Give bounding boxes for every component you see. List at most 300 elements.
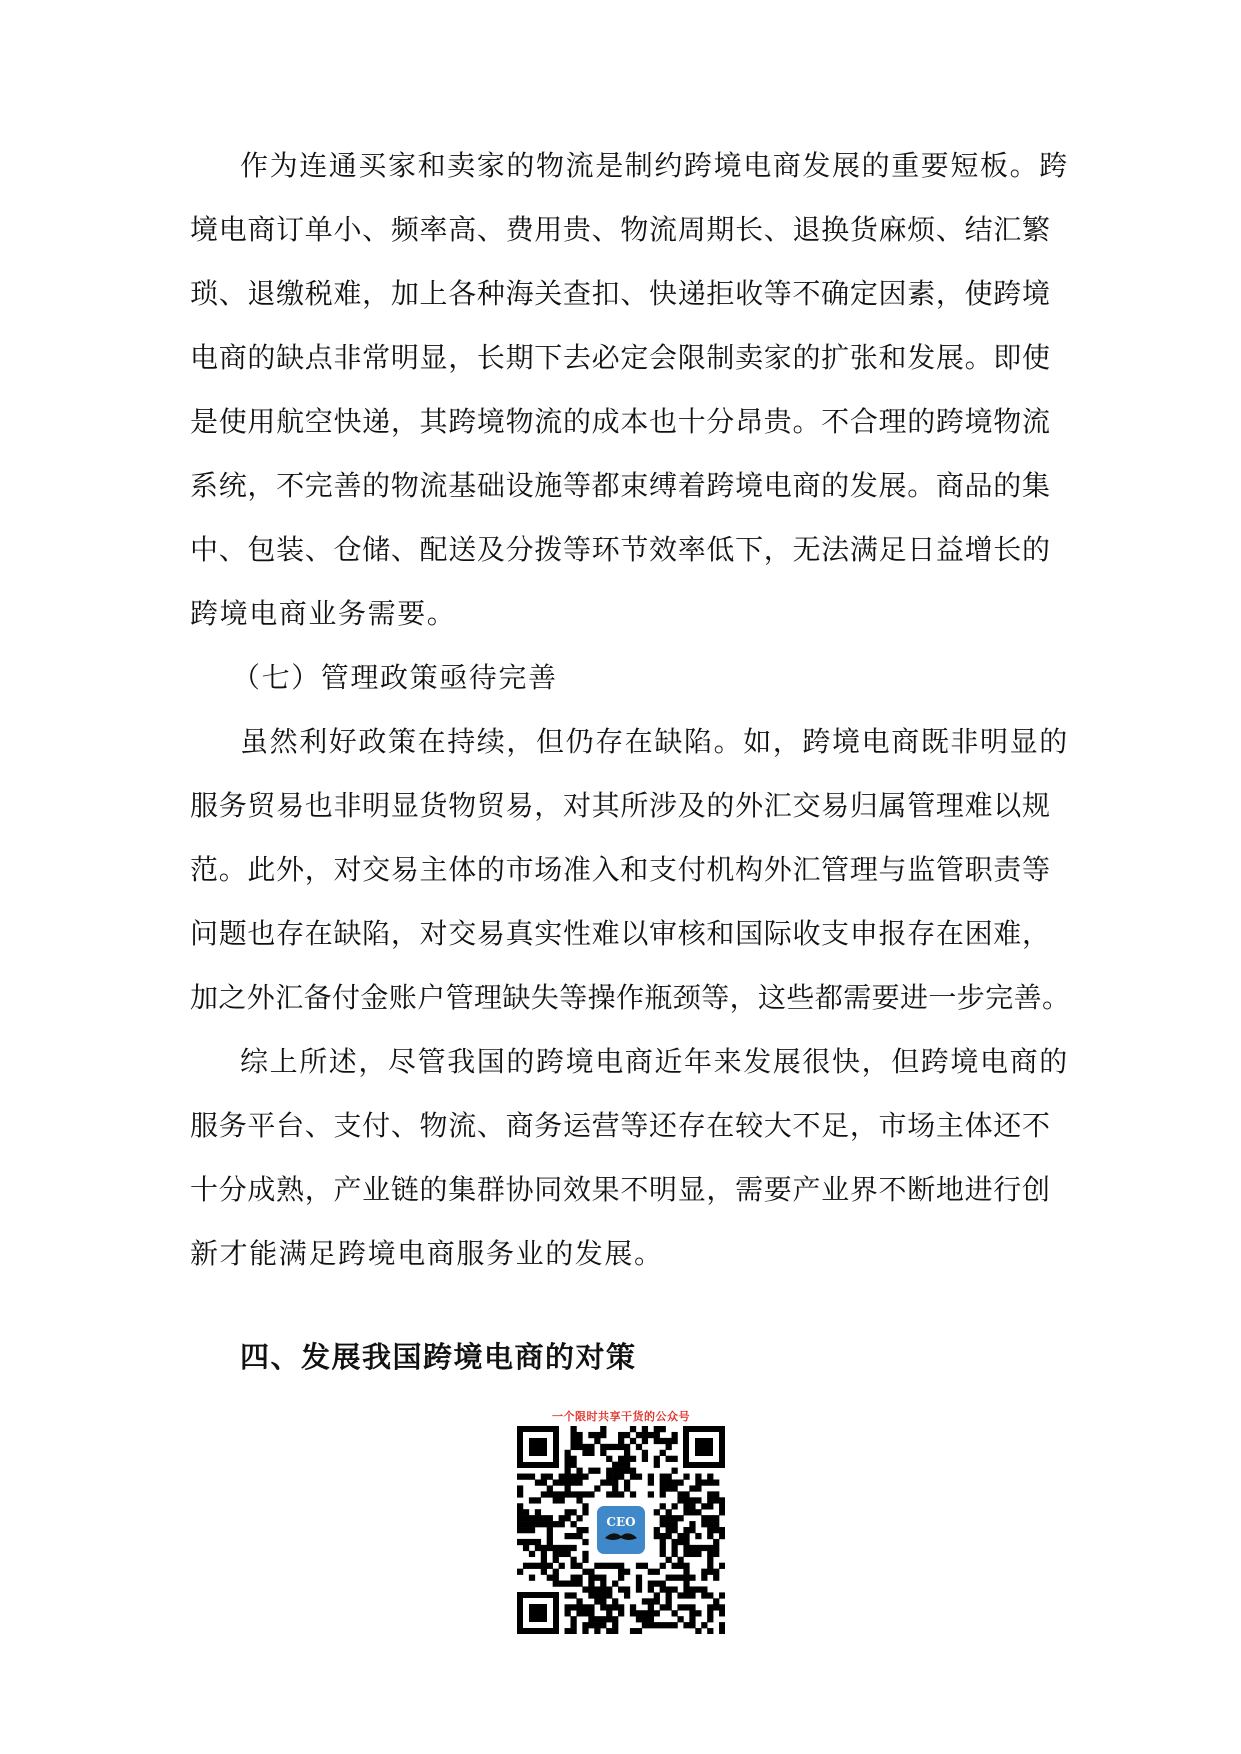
qr-module (695, 1628, 701, 1634)
qr-module (582, 1551, 588, 1557)
qr-module (666, 1622, 672, 1628)
qr-module (660, 1438, 666, 1444)
qr-module (636, 1628, 642, 1634)
qr-module (707, 1557, 713, 1563)
qr-module (672, 1438, 678, 1444)
qr-module (559, 1581, 565, 1587)
qr-module (683, 1491, 689, 1497)
qr-module (582, 1586, 588, 1592)
para1-line5: 是使用航空快递，其跨境物流的成本也十分昂贵。不合理的跨境物流 (190, 405, 1050, 438)
qr-module (648, 1432, 654, 1438)
qr-module (553, 1557, 559, 1563)
qr-module (630, 1468, 636, 1474)
qr-module (672, 1479, 678, 1485)
qr-module (701, 1569, 707, 1575)
qr-module (565, 1515, 571, 1521)
qr-module (606, 1479, 612, 1485)
qr-module (713, 1551, 719, 1557)
qr-module (553, 1569, 559, 1575)
qr-module (707, 1610, 713, 1616)
qr-module (612, 1604, 618, 1610)
qr-finder-top-left (517, 1426, 559, 1468)
qr-module (565, 1456, 571, 1462)
qr-module (689, 1521, 695, 1527)
qr-module (606, 1586, 612, 1592)
qr-module (600, 1575, 606, 1581)
qr-finder-top-right (683, 1426, 725, 1468)
qr-module (582, 1557, 588, 1563)
qr-module (642, 1622, 648, 1628)
para1-line4: 电商的缺点非常明显，长期下去必定会限制卖家的扩张和发展。即使 (190, 341, 1050, 374)
qr-module (582, 1604, 588, 1610)
para1-line1: 作为连通买家和卖家的物流是制约跨境电商发展的重要短板。跨 (240, 149, 1069, 182)
qr-module (630, 1491, 636, 1497)
qr-module (672, 1551, 678, 1557)
qr-module (689, 1509, 695, 1515)
qr-module (517, 1539, 523, 1545)
qr-module (636, 1563, 642, 1569)
qr-module (588, 1592, 594, 1598)
qr-module (683, 1533, 689, 1539)
qr-module (570, 1444, 576, 1450)
qr-module (606, 1563, 612, 1569)
qr-module (594, 1468, 600, 1474)
qr-module (594, 1586, 600, 1592)
qr-module (683, 1604, 689, 1610)
qr-module (600, 1616, 606, 1622)
qr-module (570, 1616, 576, 1622)
qr-module (624, 1468, 630, 1474)
qr-module (594, 1622, 600, 1628)
qr-module (677, 1533, 683, 1539)
qr-module (588, 1491, 594, 1497)
para1-line8: 跨境电商业务需要。 (190, 597, 457, 630)
qr-module (541, 1491, 547, 1497)
qr-module (523, 1521, 529, 1527)
qr-module (666, 1474, 672, 1480)
qr-module (624, 1479, 630, 1485)
qr-module (642, 1610, 648, 1616)
qr-module (517, 1491, 523, 1497)
qr-module (630, 1474, 636, 1480)
qr-module (553, 1545, 559, 1551)
qr-module (553, 1575, 559, 1581)
qr-module (713, 1539, 719, 1545)
qr-module (612, 1598, 618, 1604)
qr-module (654, 1533, 660, 1539)
qr-module (654, 1509, 660, 1515)
qr-module (618, 1456, 624, 1462)
qr-module (606, 1444, 612, 1450)
qr-module (606, 1628, 612, 1634)
qr-module (695, 1533, 701, 1539)
qr-module (618, 1432, 624, 1438)
qr-module (570, 1438, 576, 1444)
qr-module (672, 1432, 678, 1438)
qr-module (683, 1497, 689, 1503)
qr-module (672, 1563, 678, 1569)
qr-module (523, 1515, 529, 1521)
qr-module (612, 1462, 618, 1468)
qr-module (672, 1503, 678, 1509)
qr-module (594, 1438, 600, 1444)
para3-line2: 服务平台、支付、物流、商务运营等还存在较大不足，市场主体还不 (190, 1109, 1050, 1142)
qr-module (713, 1598, 719, 1604)
qr-code-image (517, 1426, 725, 1634)
qr-module (672, 1539, 678, 1545)
qr-module (529, 1551, 535, 1557)
qr-module (695, 1586, 701, 1592)
qr-module (547, 1515, 553, 1521)
qr-module (707, 1497, 713, 1503)
qr-module (666, 1557, 672, 1563)
qr-module (559, 1474, 565, 1480)
qr-module (582, 1444, 588, 1450)
qr-module (565, 1610, 571, 1616)
qr-module (648, 1491, 654, 1497)
qr-module (547, 1474, 553, 1480)
qr-module (683, 1586, 689, 1592)
qr-module (594, 1485, 600, 1491)
qr-module (618, 1468, 624, 1474)
qr-module (547, 1539, 553, 1545)
qr-module (719, 1563, 725, 1569)
qr-module (553, 1551, 559, 1557)
qr-module (666, 1598, 672, 1604)
qr-module (701, 1503, 707, 1509)
qr-module (677, 1557, 683, 1563)
qr-module (606, 1604, 612, 1610)
qr-module (713, 1491, 719, 1497)
qr-module (582, 1450, 588, 1456)
qr-module (588, 1604, 594, 1610)
qr-module (582, 1509, 588, 1515)
qr-module (654, 1569, 660, 1575)
qr-module (660, 1563, 666, 1569)
qr-module (576, 1610, 582, 1616)
qr-module (565, 1491, 571, 1497)
qr-module (559, 1497, 565, 1503)
qr-module (719, 1503, 725, 1509)
qr-module (636, 1444, 642, 1450)
qr-module (517, 1515, 523, 1521)
qr-module (576, 1438, 582, 1444)
qr-module (553, 1491, 559, 1497)
qr-module (677, 1592, 683, 1598)
qr-module (541, 1479, 547, 1485)
qr-module (672, 1456, 678, 1462)
qr-module (683, 1622, 689, 1628)
qr-module (612, 1485, 618, 1491)
qr-module (565, 1462, 571, 1468)
qr-module (570, 1563, 576, 1569)
qr-module (660, 1515, 666, 1521)
qr-module (600, 1432, 606, 1438)
qr-module (576, 1491, 582, 1497)
qr-module (618, 1569, 624, 1575)
qr-module (523, 1527, 529, 1533)
qr-module (594, 1616, 600, 1622)
qr-module (689, 1622, 695, 1628)
qr-module (719, 1592, 725, 1598)
qr-module (624, 1456, 630, 1462)
qr-module (570, 1521, 576, 1527)
qr-module (719, 1533, 725, 1539)
qr-module (588, 1569, 594, 1575)
qr-module (588, 1610, 594, 1616)
qr-module (517, 1503, 523, 1509)
qr-module (719, 1527, 725, 1533)
qr-module (713, 1527, 719, 1533)
qr-module (565, 1545, 571, 1551)
qr-module (713, 1545, 719, 1551)
qr-module (600, 1586, 606, 1592)
qr-module (565, 1474, 571, 1480)
qr-module (707, 1533, 713, 1539)
qr-module (630, 1456, 636, 1462)
qr-module (701, 1592, 707, 1598)
para2-line3: 范。此外，对交易主体的市场准入和支付机构外汇管理与监管职责等 (190, 853, 1050, 886)
qr-module (707, 1628, 713, 1634)
qr-module (606, 1474, 612, 1480)
qr-module (654, 1610, 660, 1616)
qr-module (636, 1616, 642, 1622)
qr-module (612, 1479, 618, 1485)
qr-module (529, 1563, 535, 1569)
qr-module (648, 1598, 654, 1604)
qr-module (719, 1610, 725, 1616)
qr-module (719, 1497, 725, 1503)
qr-module (695, 1551, 701, 1557)
qr-module (570, 1474, 576, 1480)
qr-module (535, 1479, 541, 1485)
qr-module (648, 1474, 654, 1480)
qr-module (570, 1628, 576, 1634)
qr-module (672, 1586, 678, 1592)
qr-module (582, 1503, 588, 1509)
qr-module (701, 1521, 707, 1527)
qr-module (570, 1479, 576, 1485)
qr-module (660, 1539, 666, 1545)
qr-module (541, 1557, 547, 1563)
qr-module (683, 1563, 689, 1569)
qr-module (576, 1474, 582, 1480)
qr-module (523, 1545, 529, 1551)
qr-module (707, 1491, 713, 1497)
qr-module (624, 1462, 630, 1468)
qr-module (576, 1563, 582, 1569)
qr-module (576, 1479, 582, 1485)
qr-module (588, 1616, 594, 1622)
qr-module (642, 1426, 648, 1432)
qr-module (677, 1491, 683, 1497)
qr-module (654, 1456, 660, 1462)
qr-module (529, 1527, 535, 1533)
qr-module (695, 1479, 701, 1485)
qr-module (701, 1515, 707, 1521)
qr-module (547, 1575, 553, 1581)
qr-module (689, 1485, 695, 1491)
qr-module (707, 1569, 713, 1575)
qr-module (618, 1438, 624, 1444)
qr-module (666, 1444, 672, 1450)
qr-module (624, 1444, 630, 1450)
qr-module (570, 1491, 576, 1497)
qr-module (612, 1616, 618, 1622)
qr-module (666, 1515, 672, 1521)
qr-module (618, 1586, 624, 1592)
qr-module (672, 1485, 678, 1491)
qr-module (612, 1628, 618, 1634)
qr-module (594, 1432, 600, 1438)
qr-logo-text: CEO (606, 1515, 636, 1529)
qr-module (689, 1527, 695, 1533)
qr-module (618, 1474, 624, 1480)
qr-module (553, 1581, 559, 1587)
qr-module (660, 1474, 666, 1480)
qr-module (588, 1444, 594, 1450)
qr-module (559, 1545, 565, 1551)
qr-module (553, 1479, 559, 1485)
qr-module (630, 1604, 636, 1610)
qr-module (642, 1456, 648, 1462)
qr-module (547, 1491, 553, 1497)
qr-module (642, 1598, 648, 1604)
qr-module (713, 1575, 719, 1581)
qr-module (666, 1479, 672, 1485)
qr-module (707, 1521, 713, 1527)
qr-module (707, 1545, 713, 1551)
qr-module (660, 1521, 666, 1527)
qr-module (689, 1551, 695, 1557)
qr-module (600, 1426, 606, 1432)
qr-module (582, 1527, 588, 1533)
qr-module (648, 1604, 654, 1610)
qr-module (559, 1563, 565, 1569)
qr-module (618, 1575, 624, 1581)
qr-module (666, 1509, 672, 1515)
qr-module (695, 1509, 701, 1515)
qr-module (541, 1569, 547, 1575)
qr-module (529, 1515, 535, 1521)
qr-module (648, 1586, 654, 1592)
qr-module (612, 1444, 618, 1450)
para3-line3: 十分成熟，产业链的集群协同效果不明显，需要产业界不断地进行创 (190, 1173, 1050, 1206)
section-heading: 四、发展我国跨境电商的对策 (240, 1340, 637, 1374)
qr-module (565, 1485, 571, 1491)
para2-line2: 服务贸易也非明显货物贸易，对其所涉及的外汇交易归属管理难以规 (190, 789, 1050, 822)
qr-module (547, 1563, 553, 1569)
qr-module (654, 1598, 660, 1604)
qr-module (529, 1521, 535, 1527)
qr-module (612, 1491, 618, 1497)
qr-module (689, 1616, 695, 1622)
qr-module (701, 1545, 707, 1551)
para1-line7: 中、包装、仓储、配送及分拨等环节效率低下，无法满足日益增长的 (190, 533, 1050, 566)
qr-module (677, 1539, 683, 1545)
qr-module (672, 1521, 678, 1527)
qr-module (624, 1485, 630, 1491)
qr-module (594, 1628, 600, 1634)
qr-module (570, 1592, 576, 1598)
qr-module (672, 1575, 678, 1581)
qr-module (529, 1474, 535, 1480)
qr-module (576, 1575, 582, 1581)
para2-line5: 加之外汇备付金账户管理缺失等操作瓶颈等，这些都需要进一步完善。 (190, 981, 1070, 1014)
qr-module (713, 1521, 719, 1527)
para2-line4: 问题也存在缺陷，对交易真实性难以审核和国际收支申报存在困难， (190, 917, 1050, 950)
qr-module (576, 1581, 582, 1587)
qr-module (570, 1581, 576, 1587)
qr-module (660, 1450, 666, 1456)
qr-module (624, 1432, 630, 1438)
para1-line2: 境电商订单小、频率高、费用贵、物流周期长、退换货麻烦、结汇繁 (190, 213, 1050, 246)
qr-module (529, 1497, 535, 1503)
qr-module (713, 1569, 719, 1575)
qr-module (672, 1468, 678, 1474)
qr-module (600, 1450, 606, 1456)
qr-module (689, 1575, 695, 1581)
qr-module (618, 1604, 624, 1610)
qr-module (624, 1586, 630, 1592)
qr-module (517, 1485, 523, 1491)
qr-module (570, 1456, 576, 1462)
qr-module (588, 1575, 594, 1581)
qr-module (677, 1515, 683, 1521)
qr-module (618, 1491, 624, 1497)
qr-module (576, 1527, 582, 1533)
qr-module (576, 1468, 582, 1474)
qr-module (529, 1539, 535, 1545)
qr-module (600, 1444, 606, 1450)
qr-module (535, 1545, 541, 1551)
qr-module (606, 1456, 612, 1462)
qr-module (535, 1521, 541, 1527)
qr-module (683, 1527, 689, 1533)
qr-module (541, 1474, 547, 1480)
qr-module (695, 1610, 701, 1616)
qr-module (654, 1438, 660, 1444)
qr-module (582, 1622, 588, 1628)
qr-finder-bottom-left (517, 1592, 559, 1634)
qr-module (517, 1569, 523, 1575)
qr-module (666, 1586, 672, 1592)
qr-module (689, 1610, 695, 1616)
qr-module (666, 1592, 672, 1598)
qr-module (683, 1575, 689, 1581)
qr-module (695, 1497, 701, 1503)
qr-module (523, 1509, 529, 1515)
qr-module (701, 1622, 707, 1628)
qr-module (683, 1509, 689, 1515)
qr-module (689, 1586, 695, 1592)
qr-module (642, 1563, 648, 1569)
qr-module (547, 1533, 553, 1539)
qr-module (618, 1462, 624, 1468)
qr-module (648, 1622, 654, 1628)
qr-module (600, 1563, 606, 1569)
qr-module (606, 1491, 612, 1497)
qr-module (648, 1610, 654, 1616)
qr-module (565, 1551, 571, 1557)
qr-module (582, 1628, 588, 1634)
qr-module (600, 1604, 606, 1610)
qr-module (677, 1479, 683, 1485)
qr-module (636, 1575, 642, 1581)
qr-center-logo (593, 1502, 649, 1558)
qr-module (576, 1515, 582, 1521)
qr-module (565, 1468, 571, 1474)
